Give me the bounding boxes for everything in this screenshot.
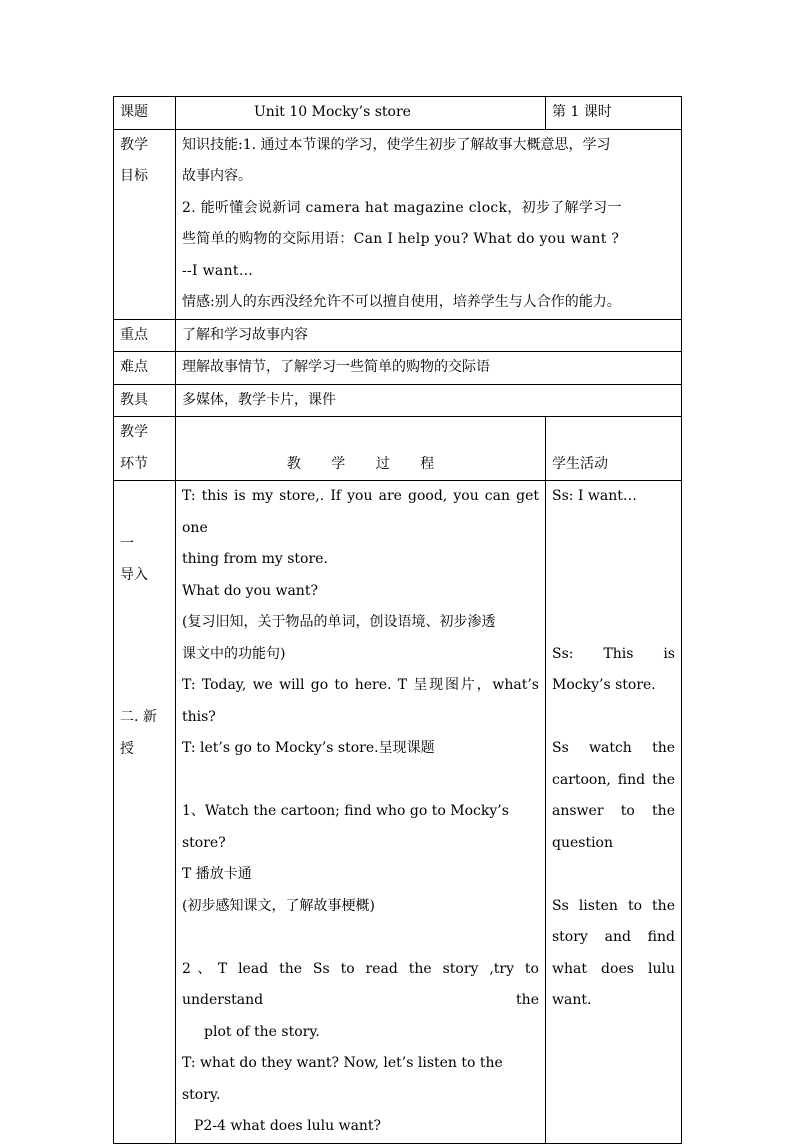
stage-label — [114, 417, 176, 481]
process-line: 课文中的功能句) — [182, 645, 286, 662]
process-line: What do you want? — [182, 582, 318, 599]
process-column — [176, 481, 546, 1144]
stage-column — [114, 481, 176, 1144]
objectives-row — [114, 129, 682, 319]
process-heading: 教 学 过 程 — [286, 455, 435, 472]
student-line: story and find — [552, 929, 675, 945]
process-line: thing from my store. — [182, 551, 328, 567]
student-line: answer to the — [552, 803, 675, 819]
process-line: 2、T lead the Ss to read the story ,try to understand the — [182, 960, 539, 1008]
process-line: T: let’s go to Mocky’s store.呈现课题 — [182, 740, 435, 756]
process-body-row — [114, 481, 682, 1144]
process-line: (复习旧知，关于物品的单词，创设语境、初步渗透 — [182, 614, 496, 630]
lesson-title: Unit 10 Mocky’s store — [176, 97, 546, 130]
objective-line: --I want… — [182, 262, 254, 279]
process-line: this? — [182, 708, 216, 725]
process-line: P2-4 what does lulu want? — [194, 1118, 382, 1134]
stage-label-line-1: 教学 — [120, 424, 148, 440]
stage-label-line-2: 环节 — [120, 455, 148, 472]
process-line: T 播放卡通 — [182, 866, 252, 882]
student-line: Ss listen to the — [552, 897, 675, 914]
objective-line: 情感:别人的东西没经允许不可以擅自使用，培养学生与人合作的能力。 — [182, 294, 621, 310]
topic-label: 课题 — [114, 97, 176, 130]
stage-intro-number: 一 — [120, 535, 134, 552]
key-point-label: 重点 — [114, 319, 176, 352]
key-point-row — [114, 319, 682, 352]
objective-line: 知识技能:1. 通过本节课的学习，使学生初步了解故事大概意思，学习 — [182, 136, 611, 153]
objectives-label-line-2: 目标 — [120, 168, 148, 184]
objective-line: 故事内容。 — [182, 168, 252, 184]
student-heading-cell — [546, 417, 682, 481]
key-point-text: 了解和学习故事内容 — [176, 319, 682, 352]
student-column — [546, 481, 682, 1144]
header-row — [114, 97, 682, 130]
process-line: 1、Watch the cartoon; find who go to Mocky’s store? — [182, 803, 509, 851]
objectives-label — [114, 129, 176, 319]
process-line: plot of the story. — [204, 1023, 320, 1040]
stage-intro-name: 导入 — [120, 567, 148, 583]
student-line: want. — [552, 992, 592, 1008]
process-heading-cell — [176, 417, 546, 481]
process-line: T: what do they want? Now, let’s listen to the story. — [182, 1055, 503, 1103]
process-line: (初步感知课文，了解故事梗概) — [182, 897, 375, 914]
student-line: Ss: This is — [552, 645, 675, 662]
aids-label: 教具 — [114, 384, 176, 417]
difficulty-text: 理解故事情节，了解学习一些简单的购物的交际语 — [176, 352, 682, 385]
stage-new-number: 二. 新 — [120, 709, 157, 725]
difficulty-label: 难点 — [114, 352, 176, 385]
student-line: question — [552, 834, 613, 851]
difficulty-row — [114, 352, 682, 385]
student-line: Ss: I want… — [552, 488, 637, 504]
student-line: Ss watch the — [552, 740, 675, 756]
student-line: Mocky’s store. — [552, 677, 656, 693]
process-line: T: this is my store,. If you are good, you can get one — [182, 488, 539, 536]
student-line: cartoon, find the — [552, 771, 675, 788]
objective-line: 2. 能听懂会说新词 camera hat magazine clock，初步了解学习一 — [182, 199, 622, 216]
objective-line: 些简单的购物的交际用语：Can I help you? What do you want ? — [182, 231, 620, 247]
process-header-row — [114, 417, 682, 481]
stage-new-name: 授 — [120, 740, 134, 757]
lesson-period: 第 1 课时 — [546, 97, 682, 130]
aids-text: 多媒体，教学卡片，课件 — [176, 384, 682, 417]
objectives-label-line-1: 教学 — [120, 136, 148, 153]
process-line: T: Today, we will go to here. T 呈现图片，what’s — [182, 677, 539, 693]
student-heading: 学生活动 — [552, 455, 608, 472]
objectives-content — [176, 129, 682, 319]
student-line: what does lulu — [552, 960, 675, 977]
aids-row — [114, 384, 682, 417]
lesson-plan-table — [113, 96, 682, 1144]
